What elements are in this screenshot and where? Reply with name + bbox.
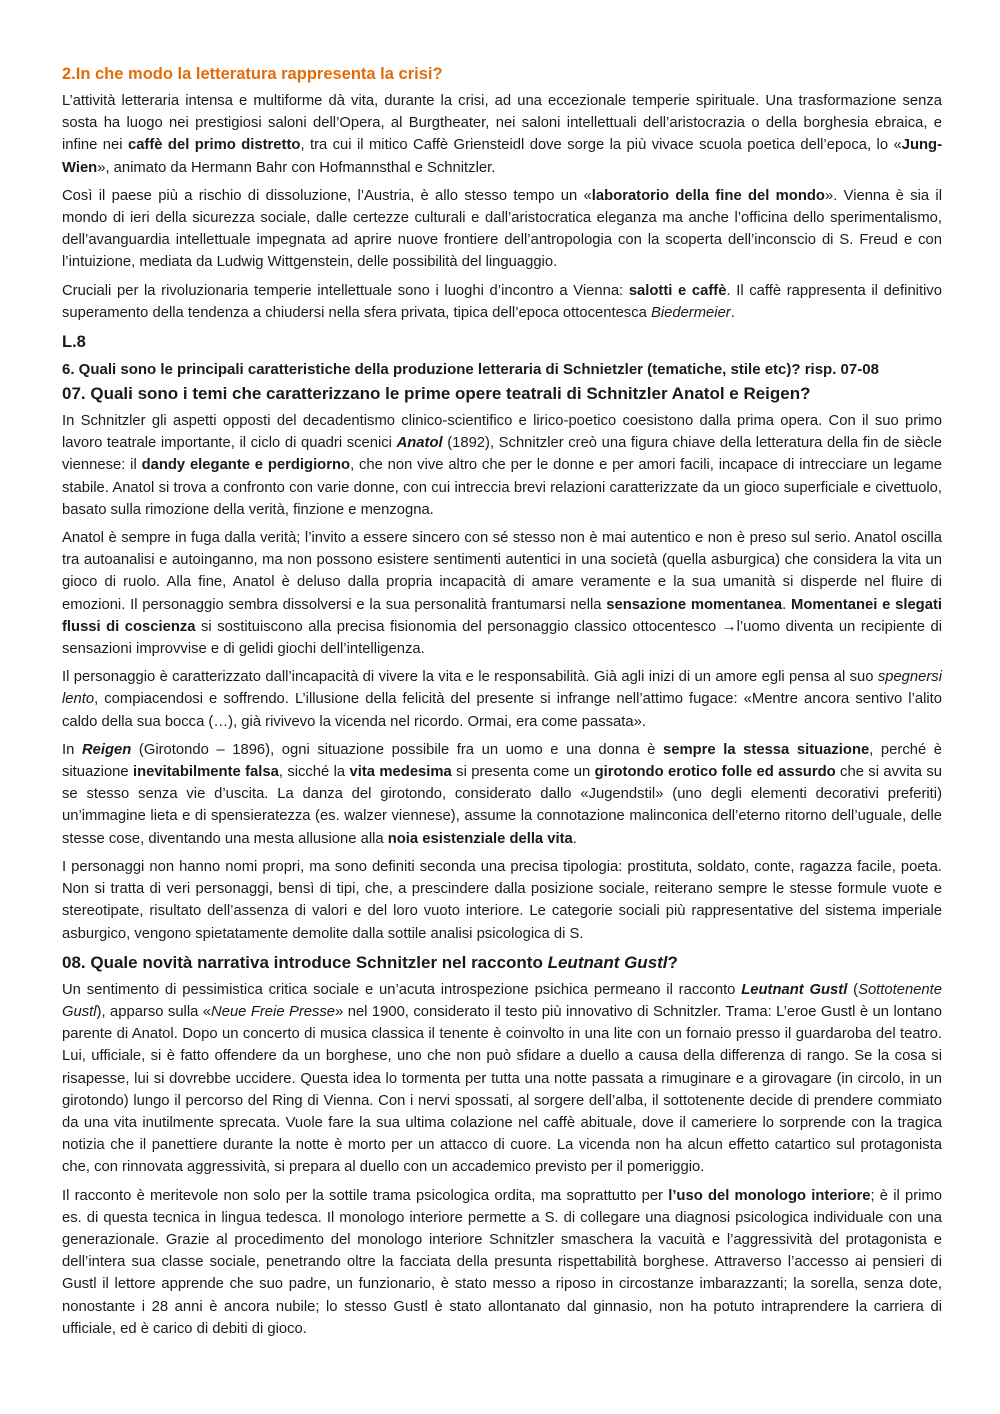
section-heading-07: 07. Quali sono i temi che caratterizzano le prime opere teatrali di Schnitzler Anatol e Reigen? bbox=[62, 384, 811, 404]
emphasis-bold: inevitabilmente falsa bbox=[133, 764, 279, 781]
text-run: , che non vive altro che per le donne e per amori facili, incapace di intrecciare un legame stabile. Anatol si trova a confronto con varie donne, con cui intreccia brevi relazioni caratterizzate da un gioco superficiale e civettuolo, basato sulla rimozione della verità, finzione e menzogna. bbox=[62, 457, 942, 518]
text-run: , sicché la bbox=[278, 764, 350, 781]
emphasis-bold: Reigen bbox=[81, 741, 132, 758]
text-run: In bbox=[62, 741, 82, 758]
text-run: ; è il primo es. di questa tecnica in lingua tedesca. Il monologo interiore permette a S. di collegare una diagnosi psicologica individuale con una generazionale. Grazie al procedimento del monologo interiore Schnitzler smaschera la vacuità e l’aggressività del protagonista e dell’intera sua classe sociale, penetrando oltre la facciata della presunta rispettabilità borghese. Attraverso l’accesso ai pensieri di Gustl il lettore apprende che suo padre, un funzionario, è stato messo a riposo in circostanze imbarazzanti; la sorella, senza dote, nonostante i 28 anni è ancora nubile; lo stesso Gustl è stato allontanato dal ginnasio, non ha potuto intraprendere la carriera di ufficiale, ed è carico di debiti di gioco. bbox=[62, 1187, 943, 1337]
paragraph bbox=[62, 527, 942, 660]
emphasis-italic: Sottotenente Gustl bbox=[62, 981, 942, 1020]
text-run: . bbox=[782, 596, 792, 613]
text-run: , compiacendosi e soffrendo. L’illusione della felicità del presente si infrange nell’attimo fugace: «Mentre ancora sentivo l’alito caldo della sua bocca (…), già rivivevo la vicenda nel ricordo. Ormai, era come passata». bbox=[62, 691, 942, 730]
emphasis-italic: Leutnant Gustl bbox=[547, 952, 668, 972]
paragraph bbox=[62, 666, 942, 733]
emphasis-bold: sensazione momentanea bbox=[606, 596, 783, 613]
text-run: , perché è situazione bbox=[62, 741, 943, 781]
paragraph bbox=[62, 856, 942, 945]
emphasis-bold: girotondo erotico folle ed assurdo bbox=[594, 764, 836, 781]
emphasis-bold: Momentanei e slegati flussi di coscienza bbox=[62, 596, 942, 635]
emphasis-bold: Leutnant Gustl bbox=[741, 981, 848, 998]
question-6: 6. Quali sono le principali caratteristiche della produzione letteraria di Schnietzler (tematiche, stile etc)? risp. 07-08 bbox=[62, 361, 879, 379]
text-run: . Il caffè rappresenta il definitivo superamento della tendenza a chiudersi nella sfera privata, tipica dell’epoca ottocentesca bbox=[62, 282, 942, 321]
emphasis-bold: caffè del primo distretto bbox=[127, 137, 301, 154]
text-run: ), apparso sulla « bbox=[96, 1003, 212, 1020]
emphasis-bold: noia esistenziale della vita bbox=[387, 830, 573, 847]
text-run: ? bbox=[667, 952, 678, 972]
emphasis-bold: vita medesima bbox=[349, 764, 452, 781]
emphasis-bold: salotti e caffè bbox=[628, 282, 727, 299]
text-run: → bbox=[721, 618, 737, 635]
section-heading-crisi: 2.In che modo la letteratura rappresenta la crisi? bbox=[62, 65, 443, 83]
text-run: Il racconto è meritevole non solo per la sottile trama psicologica ordita, ma soprattutto per bbox=[62, 1187, 669, 1204]
text-run: Cruciali per la rivoluzionaria temperie intellettuale sono i luoghi d’incontro a Vienna: bbox=[62, 282, 629, 299]
text-run: 08. Quale novità narrativa introduce Schnitzler nel racconto bbox=[62, 952, 548, 972]
emphasis-bold: sempre la stessa situazione bbox=[663, 741, 870, 758]
emphasis-italic: spegnersi lento bbox=[62, 669, 942, 708]
section-heading-08 bbox=[62, 951, 942, 975]
paragraph bbox=[62, 1185, 942, 1340]
emphasis-italic: Neue Freie Presse bbox=[211, 1003, 336, 1020]
paragraph bbox=[62, 280, 942, 324]
text-run: In Schnitzler gli aspetti opposti del decadentismo clinico-scientifico e lirico-poetico coesistono dalla prima opera. Con il suo primo lavoro teatrale importante, il ciclo di quadri scenici bbox=[62, 413, 942, 452]
text-run: . bbox=[730, 304, 735, 321]
paragraph bbox=[62, 90, 942, 179]
lesson-label: L.8 bbox=[62, 333, 86, 352]
text-run: I personaggi non hanno nomi propri, ma sono definiti seconda una precisa tipologia: prostituta, soldato, conte, ragazza facile, poeta. Non si tratta di veri personaggi, bensì di tipi, che, a prescindere dalla posizione sociale, reiterano sempre le stesse formule vuote e stereotipate, risultato dell’assenza di valori e del loro vuoto interiore. Le categorie sociali più rappresentative del sistema imperiale asburgico, vengono spietatamente demolite dalla sottile analisi psicologica di S. bbox=[62, 858, 942, 942]
text-run: L’attività letteraria intensa e multiforme dà vita, durante la crisi, ad una eccezionale temperie spirituale. Una trasformazione senza sosta ha luogo nei prestigiosi saloni dell’Opera, al Burgtheater, nei saloni intellettuali dell’aristocrazia o della borghesia ebraica, e infine nei bbox=[62, 93, 942, 154]
emphasis-bold: Jung-Wien bbox=[62, 137, 943, 176]
emphasis-italic: Biedermeier bbox=[650, 304, 731, 321]
text-run: (1892), Schnitzler creò una figura chiave della letteratura della fin de siècle viennese: il bbox=[62, 435, 942, 474]
emphasis-bold: laboratorio della fine del mondo bbox=[591, 187, 825, 204]
text-run: ( bbox=[847, 981, 859, 998]
text-run: si presenta come un bbox=[451, 764, 595, 781]
text-run: (Girotondo – 1896), ogni situazione possibile fra un uomo e una donna è bbox=[131, 741, 663, 758]
text-run: Il personaggio è caratterizzato dall’incapacità di vivere la vita e le responsabilità. Già agli inizi di un amore egli pensa al suo bbox=[62, 669, 878, 686]
text-run: si sostituiscono alla precisa fisionomia del personaggio classico ottocentesco bbox=[195, 618, 722, 635]
paragraph bbox=[62, 979, 942, 1179]
text-run: Anatol è sempre in fuga dalla verità; l’invito a essere sincero con sé stesso non è mai autentico e non è preso sul serio. Anatol oscilla tra autoanalisi e autoinganno, ma non possono esistere sentimenti autentici in una società (quella asburgica) che considera la vita un gioco di ruolo. Alla fine, Anatol è deluso dalla propria incapacità di amare veramente e la sua umanità si disperde nel fluire di emozioni. Il personaggio sembra dissolversi e la sua personalità frantumarsi nella bbox=[62, 530, 942, 613]
text-run: . bbox=[572, 830, 577, 847]
paragraph bbox=[62, 185, 942, 274]
text-run: l’uomo diventa un recipiente di sensazioni improvvise e di gelidi giochi dell’intelligenza. bbox=[62, 618, 942, 658]
paragraph bbox=[62, 739, 942, 850]
text-run: ». Vienna è sia il mondo di ieri della sicurezza sociale, dalle certezze culturali e dall’aristocratica eleganza ma anche l’officina dello sperimentalismo, dell’avanguardia intellettuale impegnata ad aprire nuove frontiere dell’antropologia con la scoperta dell’inconscio di S. Freud e con l’intuizione, mediata da Ludwig Wittgenstein, delle possibilità del linguaggio. bbox=[62, 187, 942, 271]
text-run: », animato da Hermann Bahr con Hofmannsthal e Schnitzler. bbox=[97, 159, 496, 176]
emphasis-bold: dandy elegante e perdigiorno bbox=[141, 457, 351, 474]
paragraph bbox=[62, 410, 942, 521]
text-run: » nel 1900, considerato il testo più innovativo di Schnitzler. Trama: L’eroe Gustl è un lontano parente di Anatol. Dopo un concerto di musica classica il tenente è coinvolto in una lite con un fornaio presso il guardaroba del teatro. Lui, ufficiale, si è fatto offendere da un borghese, uno che non può sfidare a duello a causa della differenza di rango. Se la cosa si risapesse, lui si dovrebbe uccidere. Questa idea lo tormenta per tutta una notte passata a rimuginare e a girovagare (in circolo, in un girotondo) lungo il percorso del Ring di Vienna. Con i nervi spossati, al sorgere dell’alba, il sottotenente decide di prendere commiato da una vita inutilmente sprecata. Vuole fare la sua ultima colazione nel caffè abituale, dove il cameriere lo sorprende con la tragica notizia che il panettiere durante la notte è morto per un attacco di cuore. La vicenda non ha alcun effetto catartico sul protagonista che, con rinnovata aggressività, si prepara al duello con un accademico previsto per il pomeriggio. bbox=[62, 1003, 942, 1176]
emphasis-bold: l’uso del monologo interiore bbox=[668, 1187, 871, 1204]
text-run: Così il paese più a rischio di dissoluzione, l’Austria, è allo stesso tempo un « bbox=[62, 187, 592, 204]
emphasis-bold: Anatol bbox=[396, 435, 443, 452]
text-run: che si avvita su se stesso senza vie d’uscita. La danza del girotondo, considerato dallo «Jugendstil» (uno degli elementi decorativi preferiti) un’immagine lieta e di spensieratezza (es. walzer viennese), assume la connotazione malinconica dell’eterno ritorno dell’uguale, delle stesse cose, diventando una mesta allusione alla bbox=[62, 764, 943, 847]
text-run: Un sentimento di pessimistica critica sociale e un’acuta introspezione psichica permeano il racconto bbox=[62, 981, 742, 998]
text-run: , tra cui il mitico Caffè Griensteidl dove sorge la più vivace scuola poetica dell’epoca, lo « bbox=[300, 137, 902, 154]
